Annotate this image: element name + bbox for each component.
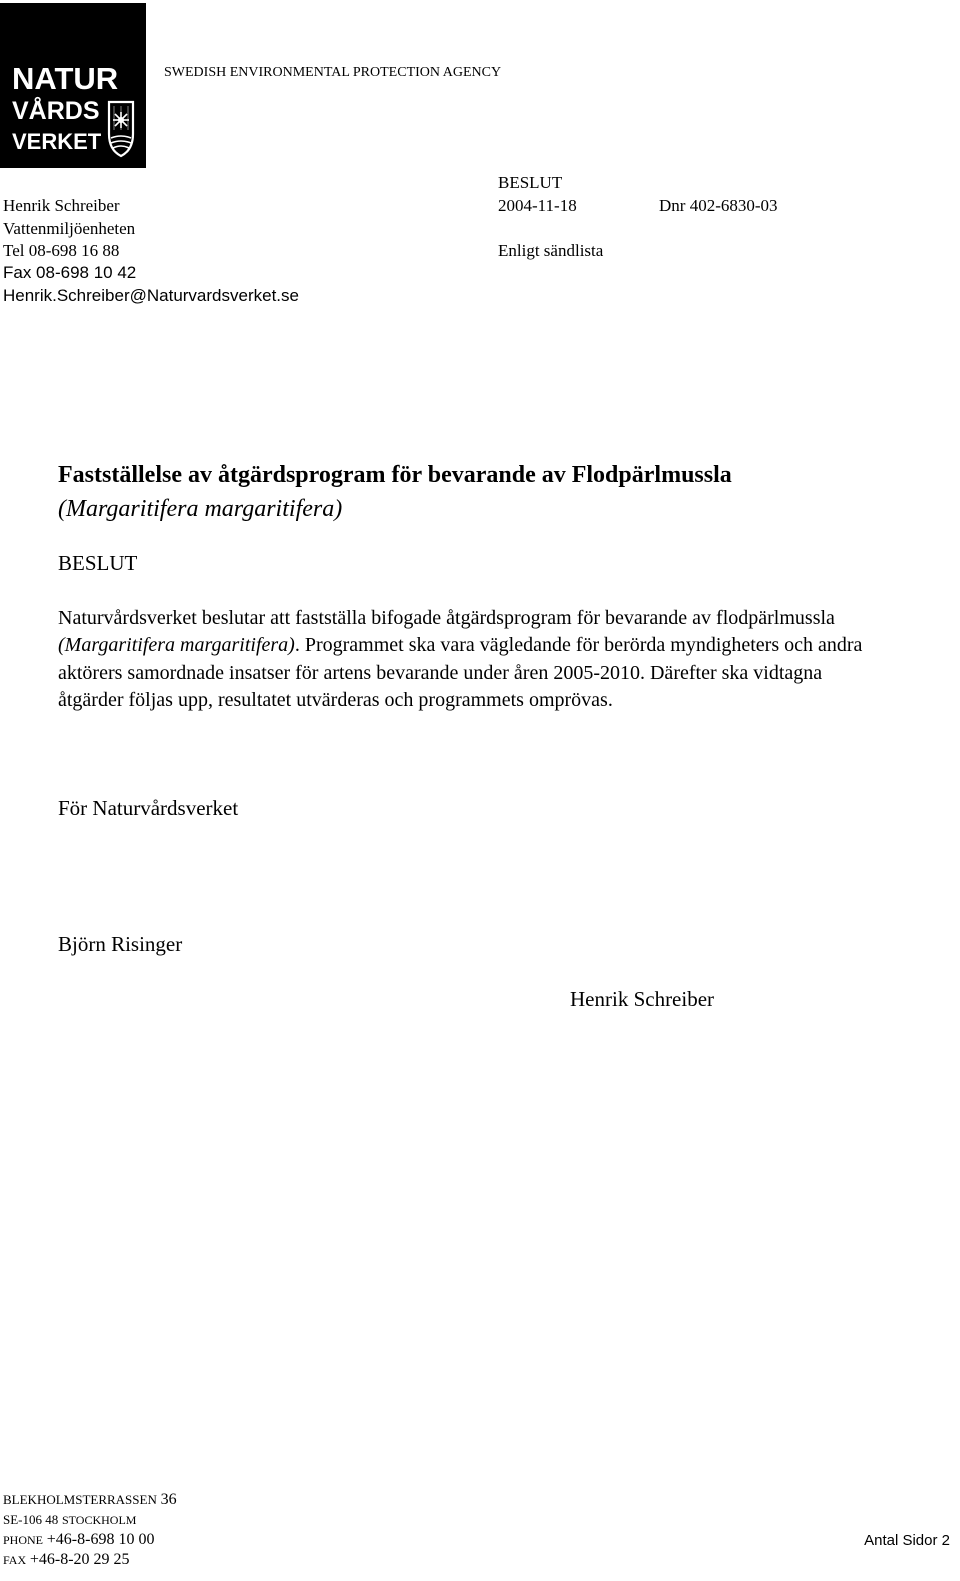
- footer-phone-label: PHONE: [3, 1533, 44, 1547]
- signature-organization: För Naturvårdsverket: [58, 796, 239, 820]
- footer-postal: [3, 1511, 136, 1529]
- decision-text-part-1: Naturvårdsverket beslutar att fastställa bifogade åtgärdsprogram för bevarande av flodpärlmussla: [58, 607, 835, 629]
- agency-name: SWEDISH ENVIRONMENTAL PROTECTION AGENCY: [164, 65, 502, 80]
- recipients: Enligt sändlista: [498, 241, 604, 260]
- species-latin-name: (Margaritifera margaritifera): [58, 634, 295, 657]
- footer-street: [3, 1491, 177, 1509]
- document-type: BESLUT: [498, 173, 563, 192]
- footer-phone: [3, 1531, 154, 1549]
- sender-phone: Tel 08-698 16 88: [3, 241, 120, 260]
- signature-signer: Björn Risinger: [58, 932, 183, 956]
- signature-referent: Henrik Schreiber: [570, 987, 715, 1011]
- section-heading: BESLUT: [58, 551, 138, 575]
- logo-line-3: VERKET: [12, 129, 102, 154]
- footer-street-name: BLEKHOLMSTERRASSEN: [3, 1492, 157, 1507]
- footer-postal-code: SE-106 48: [3, 1512, 59, 1527]
- crest-icon: [105, 100, 137, 158]
- footer-phone-number: +46-8-698 10 00: [46, 1531, 155, 1548]
- footer-fax-number: +46-8-20 29 25: [29, 1551, 130, 1568]
- document-title: Fastställelse av åtgärdsprogram för bevarande av Flodpärlmussla: [58, 462, 732, 488]
- sender-unit: Vattenmiljöenheten: [3, 219, 136, 238]
- logo-line-2: VÅRDS: [12, 97, 100, 125]
- page-count: Antal Sidor 2: [864, 1532, 950, 1549]
- decision-text: [58, 605, 888, 715]
- footer-fax-label: FAX: [3, 1553, 27, 1567]
- document-title-latin: (Margaritifera margaritifera): [58, 496, 343, 522]
- diary-number: Dnr 402-6830-03: [659, 196, 778, 215]
- decision-text-part-2: . Programmet ska vara vägledande för berörda myndigheters och andra aktörers samordnade insatser för artens bevarande under åren 2005-2010. Därefter ska vidtagna åtgärder följas upp, resultatet utvärderas och programmets omprövas.: [58, 634, 863, 712]
- sender-email: Henrik.Schreiber@Naturvardsverket.se: [3, 286, 299, 305]
- footer-street-number: 36: [160, 1491, 177, 1508]
- sender-name: Henrik Schreiber: [3, 196, 120, 215]
- sender-fax: Fax 08-698 10 42: [3, 263, 137, 282]
- footer-fax: [3, 1551, 130, 1569]
- footer-city: STOCKHOLM: [62, 1513, 137, 1527]
- logo-line-1: NATUR: [12, 61, 119, 96]
- document-date: 2004-11-18: [498, 196, 577, 215]
- naturvardsverket-logo: [0, 3, 146, 168]
